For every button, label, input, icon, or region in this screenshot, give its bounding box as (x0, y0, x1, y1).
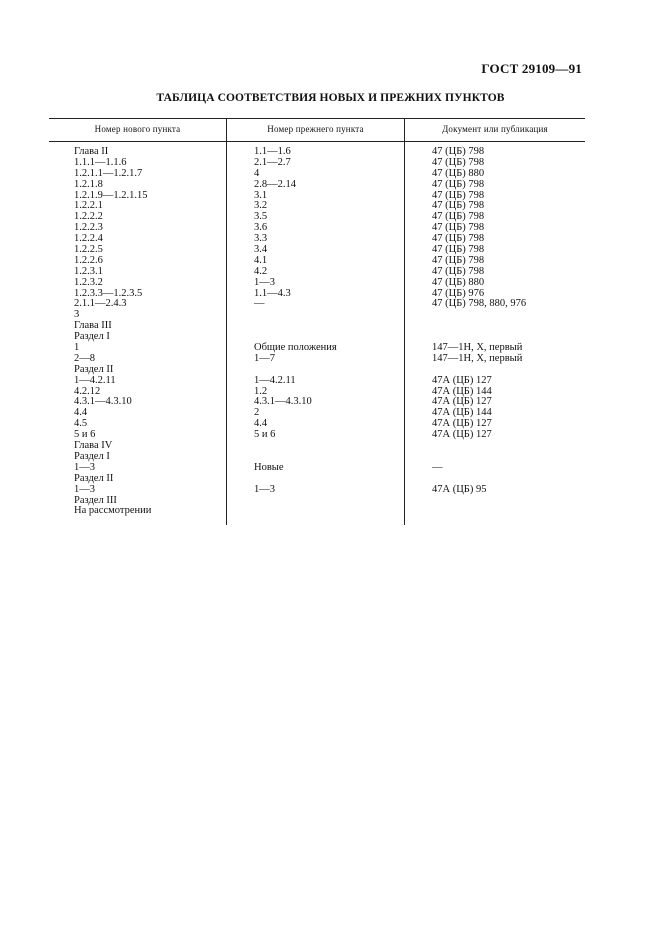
table-row (49, 397, 585, 408)
cell-document: 47 (ЦБ) 798 (432, 146, 485, 157)
table-row (49, 310, 585, 321)
cell-old-item: 3.4 (254, 244, 268, 256)
cell-new-item: 2.1.1—2.4.3 (74, 298, 127, 310)
cell-new-item: 4.2.12 (74, 385, 101, 397)
header-document: Документ или публикация (442, 124, 548, 134)
cell-document: 47 (ЦБ) 798 (432, 222, 485, 234)
document-title: ТАБЛИЦА СООТВЕТСТВИЯ НОВЫХ И ПРЕЖНИХ ПУНКТОВ (156, 92, 505, 104)
cell-document: 47 (ЦБ) 880 (432, 167, 485, 179)
table-row (49, 463, 585, 474)
table-row (49, 278, 585, 289)
cell-old-item: 4.2 (254, 265, 268, 277)
table-row (49, 474, 585, 485)
header-old-item: Номер прежнего пункта (267, 124, 364, 134)
cell-document: 47 (ЦБ) 880 (432, 276, 485, 288)
cell-new-item: 1.2.3.2 (74, 276, 103, 288)
cell-document: 47 (ЦБ) 798 (432, 244, 485, 256)
table-row (49, 201, 585, 212)
cell-document: 47 (ЦБ) 798 (432, 178, 485, 190)
cell-old-item: 4 (254, 167, 260, 179)
cell-old-item: 1.2 (254, 385, 268, 397)
cell-new-item: 1.2.2.6 (74, 254, 103, 266)
table-header-rule (49, 141, 585, 142)
cell-new-item: 1—4.2.11 (74, 374, 116, 386)
cell-new-item: 1—3 (74, 461, 95, 473)
table-top-rule (49, 118, 585, 119)
table-row (49, 376, 585, 387)
cell-old-item: — (254, 298, 265, 310)
cell-new-item: 1.2.2.3 (74, 222, 103, 234)
table-row (49, 245, 585, 256)
cell-new-item: 4.3.1—4.3.10 (74, 396, 132, 408)
cell-old-item: Общие положения (254, 342, 337, 354)
cell-old-item: Новые (254, 461, 284, 473)
table-row (49, 234, 585, 245)
cell-old-item: 1—3 (254, 276, 275, 288)
cell-new-item: 1 (74, 342, 80, 354)
cell-old-item: 1—7 (254, 352, 275, 364)
cell-new-item: 1.2.2.5 (74, 244, 103, 256)
cell-old-item: 3.3 (254, 233, 268, 245)
cell-new-item: 1.2.1.9—1.2.1.15 (74, 189, 148, 201)
table-row (49, 212, 585, 223)
cell-old-item: 4.3.1—4.3.10 (254, 396, 312, 408)
cell-old-item: 3.1 (254, 189, 268, 201)
table-row (49, 452, 585, 463)
cell-new-item: 1.2.2.2 (74, 211, 103, 223)
cell-document: 47А (ЦБ) 127 (432, 429, 492, 441)
cell-new-item: 4.5 (74, 418, 88, 430)
cell-new-item: 3 (74, 309, 80, 321)
cell-document: 47 (ЦБ) 798, 880, 976 (432, 298, 527, 310)
table-row (49, 267, 585, 278)
cell-old-item: 1—3 (254, 483, 275, 495)
table-row (49, 408, 585, 419)
cell-document: 47А (ЦБ) 127 (432, 418, 492, 430)
cell-new-item: 1.2.1.8 (74, 178, 103, 190)
cell-document: 47 (ЦБ) 798 (432, 200, 485, 212)
cell-new-item: Раздел I (74, 450, 110, 462)
cell-document: 47А (ЦБ) 95 (432, 483, 487, 495)
cell-old-item: 1.1—4.3 (254, 287, 291, 299)
cell-old-item: 2 (254, 407, 260, 419)
cell-old-item: 1.1—1.6 (254, 146, 291, 157)
cell-document: 47А (ЦБ) 127 (432, 396, 492, 408)
cell-new-item: 5 и 6 (74, 429, 96, 441)
document-code: ГОСТ 29109—91 (481, 61, 582, 76)
cell-new-item: Раздел III (74, 494, 117, 506)
table-row (49, 147, 585, 158)
table-row (49, 223, 585, 234)
cell-new-item: 1.2.3.3—1.2.3.5 (74, 287, 143, 299)
cell-document: 47 (ЦБ) 798 (432, 189, 485, 201)
cell-old-item: 3.5 (254, 211, 268, 223)
cell-old-item: 3.6 (254, 222, 268, 234)
cell-old-item: 1—4.2.11 (254, 374, 296, 386)
cell-new-item: Раздел II (74, 472, 114, 484)
table-row (49, 191, 585, 202)
cell-new-item: На рассмотрении (74, 505, 152, 517)
cell-new-item: Глава III (74, 320, 112, 332)
table-row (49, 180, 585, 191)
cell-document: 47 (ЦБ) 798 (432, 156, 485, 168)
cell-new-item: 4.4 (74, 407, 88, 419)
cell-new-item: 1.1.1—1.1.6 (74, 156, 127, 168)
cell-new-item: 1.2.3.1 (74, 265, 103, 277)
table-row (49, 419, 585, 430)
table-row (49, 354, 585, 365)
table-row (49, 485, 585, 496)
table-row (49, 299, 585, 310)
cell-document: 147—1Н, X, первый (432, 352, 523, 364)
cell-old-item: 2.1—2.7 (254, 156, 291, 168)
cell-new-item: Глава II (74, 146, 109, 157)
cell-old-item: 3.2 (254, 200, 268, 212)
table-row (49, 430, 585, 441)
cell-document: 47А (ЦБ) 144 (432, 385, 492, 397)
cell-new-item: 1.2.2.4 (74, 233, 103, 245)
cell-old-item: 4.4 (254, 418, 268, 430)
cell-new-item: 1.2.1.1—1.2.1.7 (74, 167, 143, 179)
cell-old-item: 4.1 (254, 254, 268, 266)
cell-document: 147—1Н, X, первый (432, 342, 523, 354)
cell-old-item: 5 и 6 (254, 429, 276, 441)
table-body (49, 147, 585, 517)
cell-new-item: 1.2.2.1 (74, 200, 103, 212)
cell-new-item: 1—3 (74, 483, 95, 495)
cell-document: 47А (ЦБ) 127 (432, 374, 492, 386)
table-row (49, 441, 585, 452)
table-row (49, 506, 585, 517)
table-row (49, 169, 585, 180)
cell-new-item: Раздел I (74, 331, 110, 343)
cell-new-item: Раздел II (74, 363, 114, 375)
table-row (49, 365, 585, 376)
header-new-item: Номер нового пункта (94, 124, 181, 134)
cell-old-item: 2.8—2.14 (254, 178, 296, 190)
cell-document: 47 (ЦБ) 798 (432, 254, 485, 266)
table-row (49, 321, 585, 332)
cell-document: — (432, 461, 443, 473)
cell-document: 47 (ЦБ) 798 (432, 211, 485, 223)
table-row (49, 256, 585, 267)
cell-document: 47 (ЦБ) 798 (432, 233, 485, 245)
cell-new-item: 2—8 (74, 352, 95, 364)
cell-new-item: Глава IV (74, 440, 113, 452)
cell-document: 47 (ЦБ) 976 (432, 287, 485, 299)
cell-document: 47 (ЦБ) 798 (432, 265, 485, 277)
cell-document: 47А (ЦБ) 144 (432, 407, 492, 419)
